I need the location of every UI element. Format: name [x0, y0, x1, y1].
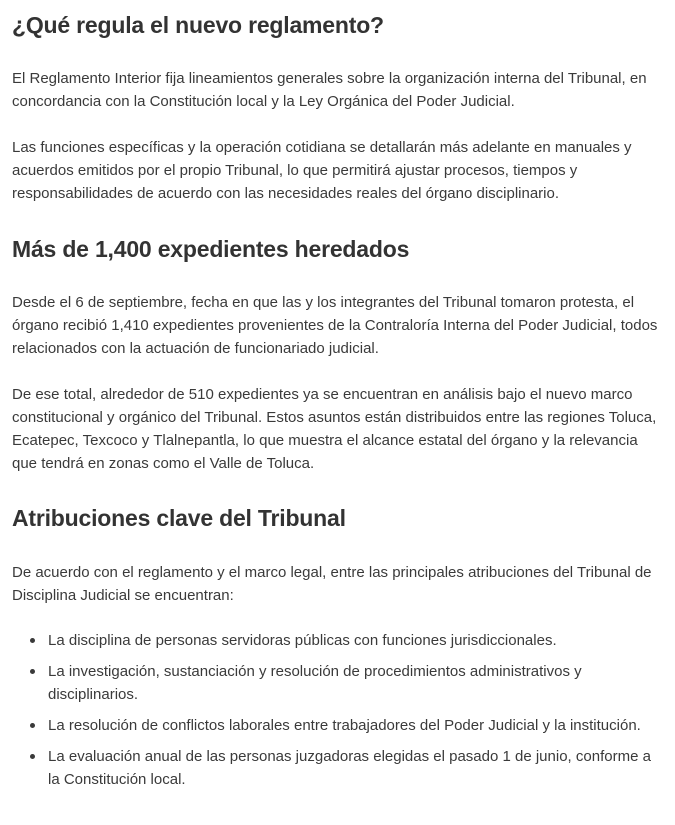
list-item-text: La resolución de conflictos laborales entre trabajadores del Poder Judicial y la institución. [48, 717, 641, 734]
list-item [48, 745, 663, 791]
list-item [48, 714, 663, 737]
section-heading-expedientes: Más de 1,400 expedientes heredados [12, 236, 410, 262]
paragraph-reglamento-funciones: Las funciones específicas y la operación cotidiana se detallarán más adelante en manuales y acuerdos emitidos por el propio Tribunal, lo que permitirá ajustar procesos, tiempos y responsabilidades de acuerdo con las necesidades reales del órgano disciplinario. [12, 139, 632, 202]
bullet-icon [30, 669, 35, 674]
paragraph-expedientes-analisis: De ese total, alrededor de 510 expedientes ya se encuentran en análisis bajo el nuevo marco constitucional y orgánico del Tribunal. Estos asuntos están distribuidos entre las regiones Toluca, Ecatepec, Texcoco y Tlalnepantla, lo que muestra el alcance estatal del órgano y la relevancia que tendrá en zonas como el Valle de Toluca. [12, 386, 657, 472]
paragraph-atribuciones-intro: De acuerdo con el reglamento y el marco legal, entre las principales atribuciones del Tribunal de Disciplina Judicial se encuentran: [12, 564, 652, 604]
section-heading-reglamento: ¿Qué regula el nuevo reglamento? [12, 12, 384, 38]
list-item-text: La evaluación anual de las personas juzgadoras elegidas el pasado 1 de junio, conforme a la Constitución local. [48, 748, 651, 788]
section-heading-atribuciones: Atribuciones clave del Tribunal [12, 505, 346, 531]
list-item [48, 660, 663, 706]
bullet-icon [30, 723, 35, 728]
paragraph-reglamento-intro: El Reglamento Interior fija lineamientos generales sobre la organización interna del Tribunal, en concordancia con la Constitución local y la Ley Orgánica del Poder Judicial. [12, 70, 647, 110]
paragraph-expedientes-recibidos: Desde el 6 de septiembre, fecha en que las y los integrantes del Tribunal tomaron protesta, el órgano recibió 1,410 expedientes provenientes de la Contraloría Interna del Poder Judicial, todos relacionados con la actuación de funcionariado judicial. [12, 294, 658, 357]
bullet-icon [30, 754, 35, 759]
list-item-text: La investigación, sustanciación y resolución de procedimientos administrativos y disciplinarios. [48, 663, 582, 703]
atribuciones-list [12, 629, 663, 791]
bullet-icon [30, 638, 35, 643]
list-item-text: La disciplina de personas servidoras públicas con funciones jurisdiccionales. [48, 632, 557, 649]
list-item [48, 629, 663, 652]
